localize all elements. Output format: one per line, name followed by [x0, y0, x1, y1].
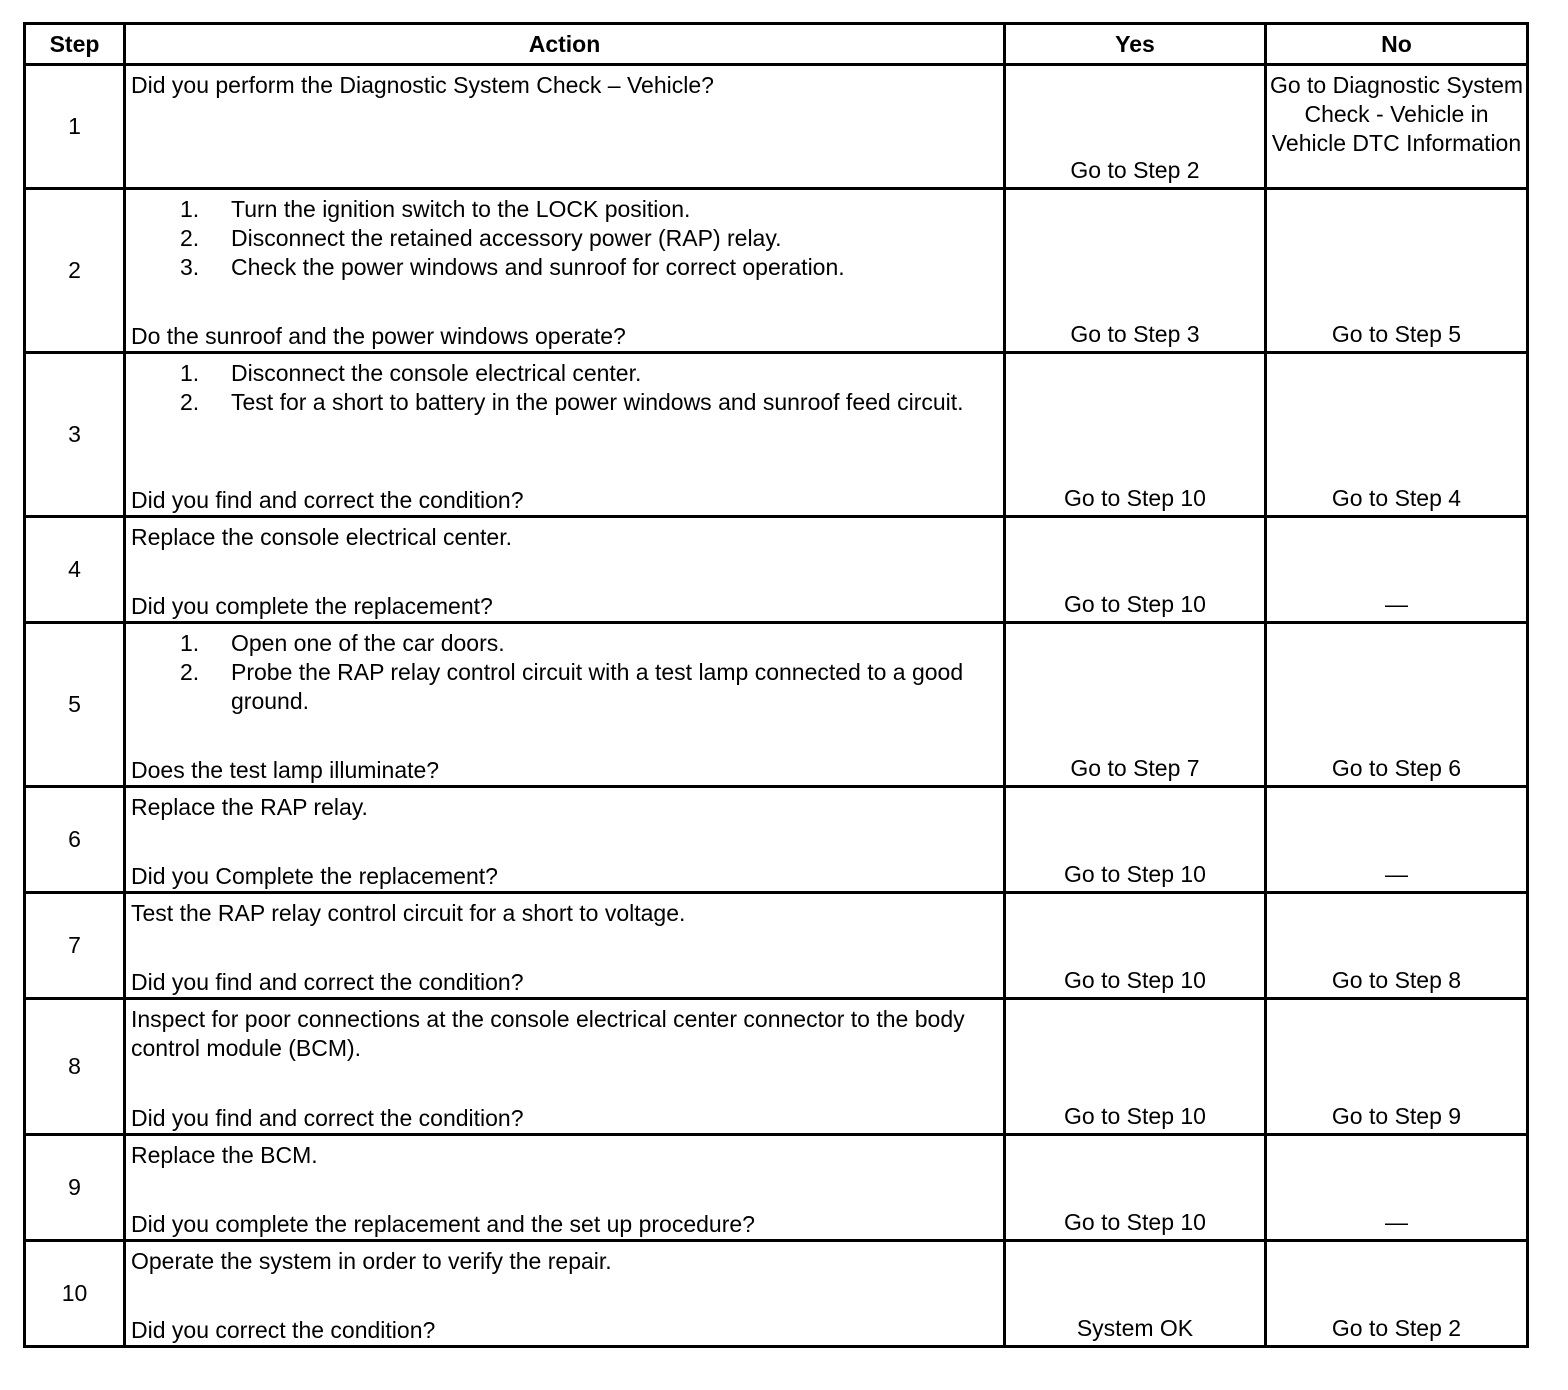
step-number: 9 [25, 1135, 125, 1241]
action-question: Do the sunroof and the power windows operate? [131, 323, 626, 349]
instruction-text: Test for a short to battery in the power windows and sunroof feed circuit. [231, 389, 964, 415]
action-content [131, 629, 999, 785]
no-result: — [1266, 517, 1528, 623]
instruction-item [180, 658, 999, 716]
table-row [25, 893, 1528, 999]
action-content [131, 1247, 999, 1345]
action-instructions [131, 629, 999, 716]
instruction-item [180, 224, 999, 253]
yes-result: Go to Step 10 [1005, 787, 1266, 893]
action-cell [125, 65, 1005, 189]
action-question: Did you find and correct the condition? [131, 1105, 524, 1131]
no-result: — [1266, 1135, 1528, 1241]
step-number: 5 [25, 623, 125, 787]
header-no: No [1266, 24, 1528, 65]
action-instructions [131, 899, 999, 928]
instruction-item [180, 359, 999, 388]
yes-result: Go to Step 10 [1005, 999, 1266, 1135]
table-row [25, 65, 1528, 189]
step-number: 7 [25, 893, 125, 999]
step-number: 2 [25, 189, 125, 353]
instruction-list [131, 359, 999, 417]
instruction-item [180, 388, 999, 417]
action-instructions [131, 1005, 999, 1063]
action-instructions [131, 523, 999, 552]
yes-result: Go to Step 2 [1005, 65, 1266, 189]
diagnostic-table [23, 22, 1529, 1348]
action-instructions [131, 359, 999, 417]
action-cell [125, 517, 1005, 623]
step-number: 3 [25, 353, 125, 517]
action-question: Did you complete the replacement and the set up procedure? [131, 1211, 755, 1237]
header-action: Action [125, 24, 1005, 65]
action-cell [125, 787, 1005, 893]
table-row [25, 787, 1528, 893]
yes-result: Go to Step 10 [1005, 893, 1266, 999]
action-question: Did you complete the replacement? [131, 593, 493, 619]
instruction-list [131, 629, 999, 716]
action-question: Did you correct the condition? [131, 1317, 436, 1343]
yes-result: System OK [1005, 1241, 1266, 1347]
instruction-text: Disconnect the retained accessory power (RAP) relay. [231, 225, 782, 251]
action-cell [125, 353, 1005, 517]
header-yes: Yes [1005, 24, 1266, 65]
action-content [131, 195, 999, 351]
action-question: Did you find and correct the condition? [131, 487, 524, 513]
header-step: Step [25, 24, 125, 65]
action-text: Test the RAP relay control circuit for a short to voltage. [131, 900, 686, 926]
action-text: Replace the BCM. [131, 1142, 318, 1168]
action-instructions [131, 195, 999, 282]
table-row [25, 1135, 1528, 1241]
action-instructions [131, 793, 999, 822]
table-row [25, 517, 1528, 623]
step-number: 8 [25, 999, 125, 1135]
action-text: Replace the RAP relay. [131, 794, 368, 820]
instruction-number: 2. [180, 659, 200, 685]
yes-result: Go to Step 10 [1005, 1135, 1266, 1241]
action-cell [125, 623, 1005, 787]
action-instructions [131, 71, 999, 100]
action-content [131, 793, 999, 891]
instruction-number: 1. [180, 196, 200, 222]
action-question: Did you find and correct the condition? [131, 969, 524, 995]
yes-result: Go to Step 7 [1005, 623, 1266, 787]
step-number: 10 [25, 1241, 125, 1347]
instruction-text: Turn the ignition switch to the LOCK position. [231, 196, 691, 222]
instruction-text: Open one of the car doors. [231, 630, 505, 656]
action-content [131, 523, 999, 621]
instruction-text: Disconnect the console electrical center. [231, 360, 642, 386]
action-text: Inspect for poor connections at the console electrical center connector to the body control module (BCM). [131, 1006, 965, 1061]
action-content [131, 1005, 999, 1133]
action-text: Operate the system in order to verify the repair. [131, 1248, 612, 1274]
instruction-number: 2. [180, 225, 200, 251]
yes-result: Go to Step 10 [1005, 517, 1266, 623]
table-body [25, 65, 1528, 1347]
no-result: Go to Step 5 [1266, 189, 1528, 353]
action-cell [125, 189, 1005, 353]
table-row [25, 353, 1528, 517]
table-row [25, 999, 1528, 1135]
no-result: — [1266, 787, 1528, 893]
instruction-text: Probe the RAP relay control circuit with a test lamp connected to a good ground. [231, 659, 964, 714]
instruction-number: 1. [180, 630, 200, 656]
instruction-list [131, 195, 999, 282]
header-row [25, 24, 1528, 65]
step-number: 1 [25, 65, 125, 189]
action-content [131, 71, 999, 187]
action-content [131, 899, 999, 997]
action-text: Replace the console electrical center. [131, 524, 512, 550]
action-cell [125, 1135, 1005, 1241]
action-content [131, 1141, 999, 1239]
action-question: Did you Complete the replacement? [131, 863, 498, 889]
action-text: Did you perform the Diagnostic System Check – Vehicle? [131, 72, 714, 98]
yes-result: Go to Step 3 [1005, 189, 1266, 353]
no-result: Go to Diagnostic System Check - Vehicle in Vehicle DTC Information [1266, 65, 1528, 189]
table-row [25, 189, 1528, 353]
table-row [25, 1241, 1528, 1347]
action-cell [125, 893, 1005, 999]
step-number: 4 [25, 517, 125, 623]
action-instructions [131, 1247, 999, 1276]
table-row [25, 623, 1528, 787]
step-number: 6 [25, 787, 125, 893]
instruction-item [180, 629, 999, 658]
action-question: Does the test lamp illuminate? [131, 757, 440, 783]
instruction-text: Check the power windows and sunroof for correct operation. [231, 254, 845, 280]
instruction-number: 2. [180, 389, 200, 415]
action-cell [125, 999, 1005, 1135]
instruction-number: 3. [180, 254, 200, 280]
action-content [131, 359, 999, 515]
no-result: Go to Step 8 [1266, 893, 1528, 999]
action-cell [125, 1241, 1005, 1347]
action-instructions [131, 1141, 999, 1170]
instruction-item [180, 253, 999, 282]
no-result: Go to Step 2 [1266, 1241, 1528, 1347]
yes-result: Go to Step 10 [1005, 353, 1266, 517]
instruction-item [180, 195, 999, 224]
no-result: Go to Step 4 [1266, 353, 1528, 517]
no-result: Go to Step 9 [1266, 999, 1528, 1135]
instruction-number: 1. [180, 360, 200, 386]
no-result: Go to Step 6 [1266, 623, 1528, 787]
